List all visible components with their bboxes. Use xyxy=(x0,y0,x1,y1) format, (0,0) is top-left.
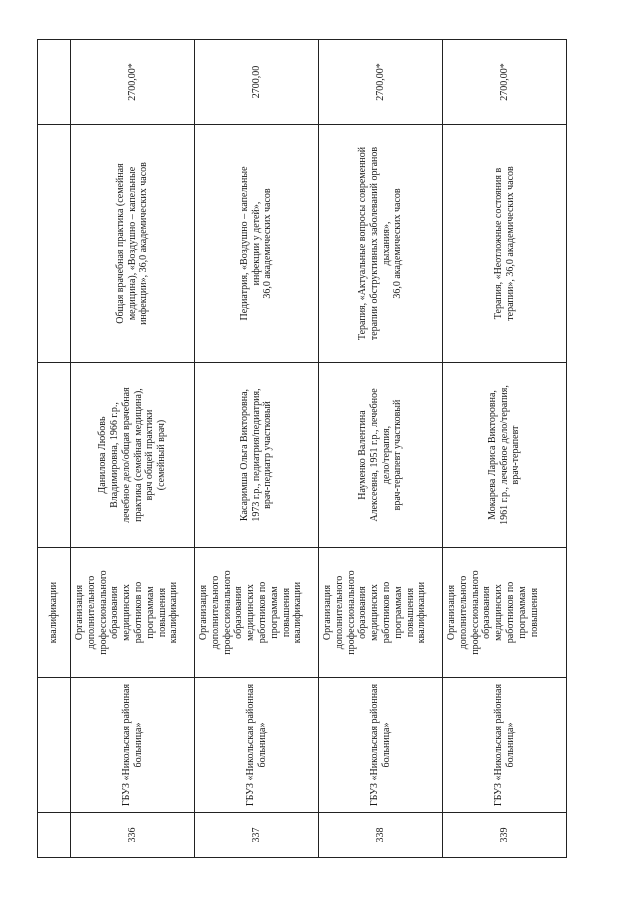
row-number: 338 xyxy=(319,813,443,858)
cont-cell-price xyxy=(38,40,71,125)
row-number: 339 xyxy=(443,813,567,858)
registry-table xyxy=(37,39,567,858)
price-cell: 2700,00 xyxy=(195,40,319,125)
price-cell: 2700,00* xyxy=(443,40,567,125)
program-cell: Организация дополнительного профессионального образования медицинских работников по программам повышения квалификации xyxy=(71,548,195,678)
row-number: 337 xyxy=(195,813,319,858)
organization-cell: ГБУЗ «Никольская районная больница» xyxy=(319,678,443,813)
course-cell: Терапия, «Неотложные состояния в терапии», 36,0 академических часов xyxy=(443,125,567,363)
continuation-row xyxy=(38,40,71,858)
cont-cell-org xyxy=(38,678,71,813)
cont-cell-num xyxy=(38,813,71,858)
rotated-page-content xyxy=(37,40,549,858)
price-cell: 2700,00* xyxy=(319,40,443,125)
program-cell: Организация дополнительного профессионального образования медицинских работников по программам повышения xyxy=(443,548,567,678)
specialist-cell: Данилова Любовь Владимировна, 1966 г.р., лечебное дело/общая врачебная практика (семейная медицина), врач общей практики (семейный врач) xyxy=(71,363,195,548)
specialist-cell: Мокарева Лариса Викторовна, 1961 г.р., лечебное дело/терапия, врач-терапевт xyxy=(443,363,567,548)
table-row xyxy=(319,40,443,858)
course-cell: Терапия, «Актуальные вопросы современной терапии обструктивных заболеваний органов дыхания», 36,0 академических часов xyxy=(319,125,443,363)
course-cell: Общая врачебная практика (семейная медицина), «Воздушно – капельные инфекции», 36,0 академических часов xyxy=(71,125,195,363)
specialist-cell: Касаримша Ольга Викторовна, 1973 г.р., педиатрия/педиатрия, врач-педиатр участковый xyxy=(195,363,319,548)
specialist-cell: Науменко Валентина Алексеевна, 1951 г.р., лечебное дело/терапия, врач-терапевт участковый xyxy=(319,363,443,548)
table-row xyxy=(443,40,567,858)
price-cell: 2700,00* xyxy=(71,40,195,125)
organization-cell: ГБУЗ «Никольская районная больница» xyxy=(195,678,319,813)
organization-cell: ГБУЗ «Никольская районная больница» xyxy=(443,678,567,813)
program-cell: Организация дополнительного профессионального образования медицинских работников по программам повышения квалификации xyxy=(195,548,319,678)
cont-cell-name xyxy=(38,363,71,548)
cont-cell-course xyxy=(38,125,71,363)
row-number: 336 xyxy=(71,813,195,858)
organization-cell: ГБУЗ «Никольская районная больница» xyxy=(71,678,195,813)
table-row xyxy=(195,40,319,858)
table-row xyxy=(71,40,195,858)
program-cell: Организация дополнительного профессионального образования медицинских работников по программам повышения квалификации xyxy=(319,548,443,678)
course-cell: Педиатрия, «Воздушно – капельные инфекции у детей», 36,0 академических часов xyxy=(195,125,319,363)
cont-cell-program: квалификации xyxy=(38,548,71,678)
